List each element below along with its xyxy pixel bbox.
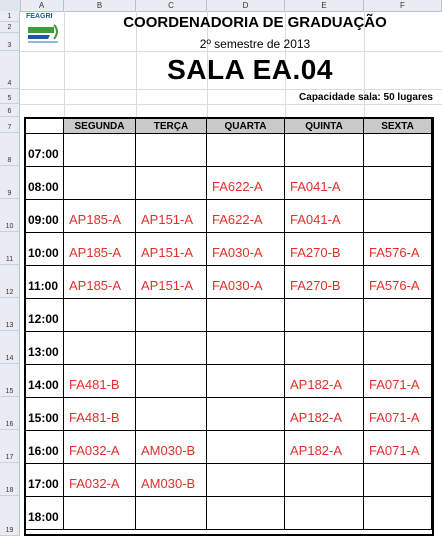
time-cell[interactable] bbox=[26, 398, 64, 431]
row-header-4[interactable]: 4 bbox=[0, 51, 20, 89]
time-label: 17:00 bbox=[28, 477, 59, 491]
schedule-cell[interactable] bbox=[207, 134, 285, 167]
time-cell[interactable] bbox=[26, 200, 64, 233]
course-code: AP151-A bbox=[141, 278, 194, 293]
column-header-b[interactable]: B bbox=[64, 0, 136, 11]
time-cell[interactable] bbox=[26, 233, 64, 266]
course-code: FA270-B bbox=[290, 278, 341, 293]
schedule-cell[interactable] bbox=[64, 365, 136, 398]
logo-label: FEAGRI bbox=[26, 13, 53, 20]
schedule-cell[interactable] bbox=[64, 167, 136, 200]
time-cell[interactable] bbox=[26, 266, 64, 299]
row-header-3[interactable]: 3 bbox=[0, 33, 20, 51]
schedule-cell[interactable] bbox=[207, 200, 285, 233]
schedule-cell[interactable] bbox=[364, 167, 432, 200]
row-header-18[interactable]: 18 bbox=[0, 463, 20, 496]
course-code: AP151-A bbox=[141, 245, 194, 260]
course-code: FA071-A bbox=[369, 410, 420, 425]
row-header-12[interactable]: 12 bbox=[0, 265, 20, 298]
day-header-quinta[interactable]: QUINTA bbox=[285, 119, 364, 134]
schedule-cell[interactable] bbox=[364, 398, 432, 431]
schedule-cell[interactable] bbox=[64, 497, 136, 530]
schedule-cell[interactable] bbox=[64, 431, 136, 464]
time-label: 16:00 bbox=[28, 444, 59, 458]
schedule-cell[interactable] bbox=[364, 134, 432, 167]
time-label: 09:00 bbox=[28, 213, 59, 227]
column-header-d[interactable]: D bbox=[207, 0, 285, 11]
day-header-sexta[interactable]: SEXTA bbox=[364, 119, 432, 134]
column-header-f[interactable]: F bbox=[364, 0, 442, 11]
day-header-quarta[interactable]: QUARTA bbox=[207, 119, 285, 134]
schedule-cell[interactable] bbox=[207, 497, 285, 530]
schedule-cell[interactable] bbox=[136, 200, 207, 233]
row-header-8[interactable]: 8 bbox=[0, 133, 20, 166]
schedule-cell[interactable] bbox=[64, 464, 136, 497]
course-code: AP182-A bbox=[290, 443, 343, 458]
course-code: AP182-A bbox=[290, 377, 343, 392]
schedule-cell[interactable] bbox=[364, 464, 432, 497]
schedule-cell[interactable] bbox=[136, 266, 207, 299]
schedule-cell[interactable] bbox=[207, 431, 285, 464]
time-cell[interactable] bbox=[26, 299, 64, 332]
course-code: FA622-A bbox=[212, 179, 263, 194]
schedule-cell[interactable] bbox=[136, 299, 207, 332]
time-label: 08:00 bbox=[28, 180, 59, 194]
time-label: 12:00 bbox=[28, 312, 59, 326]
schedule-cell[interactable] bbox=[364, 497, 432, 530]
time-label: 14:00 bbox=[28, 378, 59, 392]
row-header-5[interactable]: 5 bbox=[0, 89, 20, 104]
course-code: FA481-B bbox=[69, 377, 120, 392]
schedule-cell[interactable] bbox=[285, 134, 364, 167]
schedule-cell[interactable] bbox=[285, 200, 364, 233]
time-label: 15:00 bbox=[28, 411, 59, 425]
course-code: FA041-A bbox=[290, 212, 341, 227]
schedule-cell[interactable] bbox=[285, 299, 364, 332]
course-code: FA622-A bbox=[212, 212, 263, 227]
schedule-cell[interactable] bbox=[285, 266, 364, 299]
course-code: AP182-A bbox=[290, 410, 343, 425]
schedule-cell[interactable] bbox=[364, 365, 432, 398]
schedule-cell[interactable] bbox=[64, 200, 136, 233]
row-header-14[interactable]: 14 bbox=[0, 331, 20, 364]
schedule-cell[interactable] bbox=[64, 398, 136, 431]
row-header-7[interactable]: 7 bbox=[0, 117, 20, 133]
row-header-13[interactable]: 13 bbox=[0, 298, 20, 331]
row-header-10[interactable]: 10 bbox=[0, 199, 20, 232]
day-header-segunda[interactable]: SEGUNDA bbox=[64, 119, 136, 134]
schedule-cell[interactable] bbox=[64, 299, 136, 332]
row-header-19[interactable]: 19 bbox=[0, 496, 20, 536]
schedule-cell[interactable] bbox=[136, 233, 207, 266]
course-code: FA576-A bbox=[369, 245, 420, 260]
course-code: AP185-A bbox=[69, 278, 122, 293]
course-code: FA030-A bbox=[212, 245, 263, 260]
schedule-cell[interactable] bbox=[285, 233, 364, 266]
time-cell[interactable] bbox=[26, 167, 64, 200]
schedule-cell[interactable] bbox=[136, 398, 207, 431]
schedule-cell[interactable] bbox=[207, 299, 285, 332]
schedule-cell[interactable] bbox=[285, 464, 364, 497]
schedule-cell[interactable] bbox=[207, 398, 285, 431]
select-all-corner[interactable] bbox=[0, 0, 21, 11]
time-cell[interactable] bbox=[26, 464, 64, 497]
row-header-17[interactable]: 17 bbox=[0, 430, 20, 463]
course-code: AM030-B bbox=[141, 476, 196, 491]
course-code: FA481-B bbox=[69, 410, 120, 425]
column-header-e[interactable]: E bbox=[285, 0, 364, 11]
schedule-cell[interactable] bbox=[364, 266, 432, 299]
course-code: AP185-A bbox=[69, 245, 122, 260]
schedule-cell[interactable] bbox=[207, 266, 285, 299]
schedule-cell[interactable] bbox=[285, 431, 364, 464]
schedule-cell[interactable] bbox=[136, 431, 207, 464]
row-header-2[interactable]: 2 bbox=[0, 22, 20, 33]
gridline bbox=[20, 89, 442, 90]
schedule-cell[interactable] bbox=[207, 464, 285, 497]
course-code: AP151-A bbox=[141, 212, 194, 227]
time-cell[interactable] bbox=[26, 332, 64, 365]
gridline bbox=[20, 51, 442, 52]
course-code: FA576-A bbox=[369, 278, 420, 293]
schedule-cell[interactable] bbox=[207, 365, 285, 398]
schedule-cell[interactable] bbox=[364, 233, 432, 266]
schedule-cell[interactable] bbox=[136, 365, 207, 398]
row-header-11[interactable]: 11 bbox=[0, 232, 20, 265]
schedule-cell[interactable] bbox=[136, 497, 207, 530]
capacity-label: Capacidade sala: 50 lugares bbox=[299, 92, 433, 103]
schedule-cell[interactable] bbox=[64, 266, 136, 299]
schedule-cell[interactable] bbox=[364, 200, 432, 233]
time-cell[interactable] bbox=[26, 431, 64, 464]
course-code: FA032-A bbox=[69, 476, 120, 491]
row-header-1[interactable]: 1 bbox=[0, 11, 20, 22]
column-header-c[interactable]: C bbox=[136, 0, 207, 11]
schedule-cell[interactable] bbox=[136, 134, 207, 167]
schedule-cell[interactable] bbox=[285, 497, 364, 530]
schedule-cell[interactable] bbox=[64, 233, 136, 266]
schedule-cell[interactable] bbox=[64, 134, 136, 167]
gridline bbox=[20, 104, 442, 105]
schedule-cell[interactable] bbox=[285, 332, 364, 365]
time-label: 18:00 bbox=[28, 510, 59, 524]
schedule-cell[interactable] bbox=[136, 332, 207, 365]
time-label: 11:00 bbox=[28, 279, 59, 293]
schedule-cell[interactable] bbox=[136, 167, 207, 200]
schedule-cell[interactable] bbox=[364, 299, 432, 332]
column-header-a[interactable]: A bbox=[20, 0, 64, 11]
gridline bbox=[64, 11, 65, 119]
course-code: FA030-A bbox=[212, 278, 263, 293]
room-title: SALA EA.04 bbox=[167, 54, 333, 85]
schedule-cell[interactable] bbox=[285, 398, 364, 431]
schedule-cell[interactable] bbox=[285, 167, 364, 200]
schedule-cell[interactable] bbox=[136, 464, 207, 497]
schedule-cell[interactable] bbox=[207, 233, 285, 266]
course-code: FA270-B bbox=[290, 245, 341, 260]
row-header-15[interactable]: 15 bbox=[0, 364, 20, 397]
semester-label: 2º semestre de 2013 bbox=[199, 37, 311, 51]
course-code: FA041-A bbox=[290, 179, 341, 194]
row-header-6[interactable]: 6 bbox=[0, 104, 20, 117]
course-code: AM030-B bbox=[141, 443, 196, 458]
schedule-cell[interactable] bbox=[64, 332, 136, 365]
column-header-bar bbox=[0, 0, 442, 12]
time-label: 10:00 bbox=[28, 246, 59, 260]
schedule-cell[interactable] bbox=[364, 332, 432, 365]
row-header-9[interactable]: 9 bbox=[0, 166, 20, 199]
schedule-cell[interactable] bbox=[364, 431, 432, 464]
time-cell[interactable] bbox=[26, 497, 64, 530]
time-cell[interactable] bbox=[26, 134, 64, 167]
row-header-16[interactable]: 16 bbox=[0, 397, 20, 430]
course-code: FA032-A bbox=[69, 443, 120, 458]
schedule-cell[interactable] bbox=[285, 365, 364, 398]
time-label: 13:00 bbox=[28, 345, 59, 359]
page-title: COORDENADORIA DE GRADUAÇÃO bbox=[123, 14, 387, 31]
day-header-terca[interactable]: TERÇA bbox=[136, 119, 207, 134]
course-code: FA071-A bbox=[369, 443, 420, 458]
schedule-cell[interactable] bbox=[207, 332, 285, 365]
schedule-cell[interactable] bbox=[207, 167, 285, 200]
time-cell[interactable] bbox=[26, 365, 64, 398]
feagri-logo bbox=[24, 13, 64, 47]
time-label: 07:00 bbox=[28, 147, 59, 161]
course-code: FA071-A bbox=[369, 377, 420, 392]
header-time-blank[interactable] bbox=[26, 119, 64, 134]
course-code: AP185-A bbox=[69, 212, 122, 227]
